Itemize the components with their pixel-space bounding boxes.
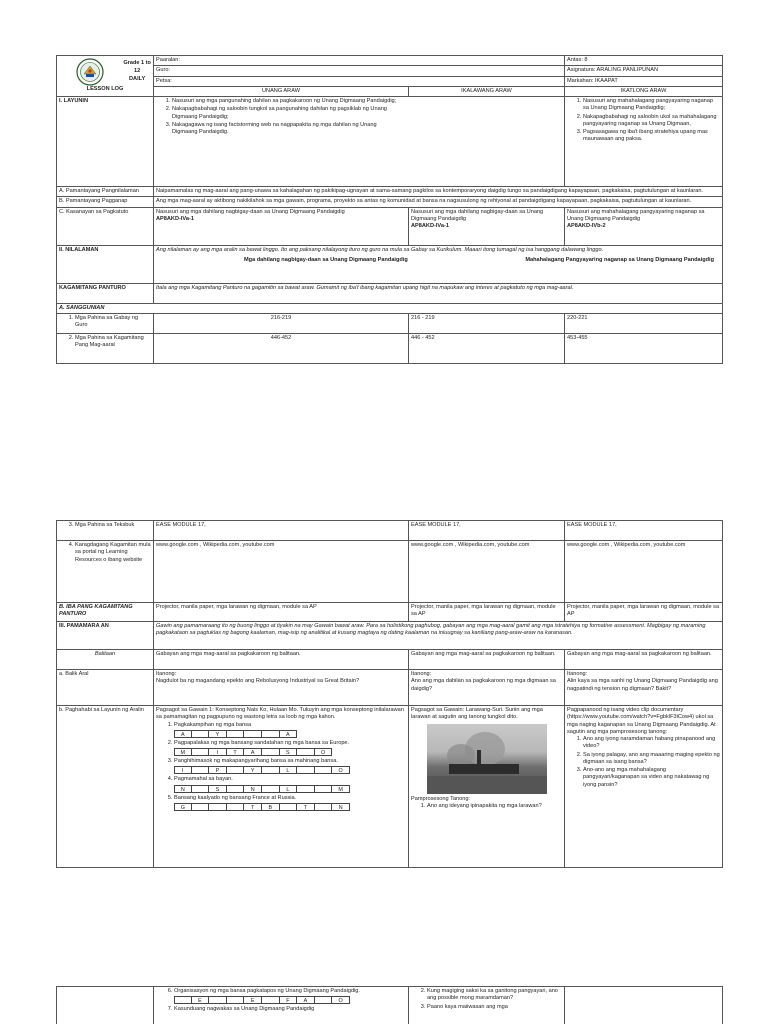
page3-day3 xyxy=(565,987,723,1024)
iba-day2: Projector, manila paper, mga larawan ng digmaan, module sa AP xyxy=(409,603,565,622)
letter-box[interactable]: T xyxy=(297,803,315,811)
pamprosesong-day3-item: 2. Sa iyong palagay, ano ang maaaring maging epekto ng digmaan sa isang bansa? xyxy=(583,752,720,767)
lr-day2: www.google.com , Wikipedia.com, youtube.com xyxy=(409,541,565,603)
pamprosesong-label: Pamprosesong Tanong: xyxy=(411,795,470,802)
page3-day2 xyxy=(409,987,565,1024)
kagamitang-day3: 453-455 xyxy=(565,333,723,363)
letter-box[interactable]: F xyxy=(280,996,298,1004)
page3-label-cell xyxy=(57,987,154,1024)
letter-box[interactable]: S xyxy=(209,785,227,793)
letter-box[interactable] xyxy=(192,803,210,811)
letter-box[interactable]: Y xyxy=(244,766,262,774)
kagamitang-mag-aaral-label: 2. Mga Pahina sa Kagamitang Pang Mag-aaral xyxy=(75,335,151,350)
concept-item xyxy=(174,740,406,756)
letter-box[interactable] xyxy=(227,766,245,774)
letter-box[interactable] xyxy=(262,785,280,793)
teksbuk-day1: EASE MODULE 17, xyxy=(154,521,409,541)
letter-box[interactable] xyxy=(244,730,262,738)
letter-box[interactable]: T xyxy=(244,803,262,811)
layunin-day1-item: 1. Nasusuri ang mga pangunahing dahilan sa pagkakaroon ng Unang Digmaang Pandaigdig; xyxy=(172,98,401,105)
grade-label-2: 12 xyxy=(134,67,141,74)
item6-letter-boxes xyxy=(174,996,406,1004)
layunin-day1-item: 3. Nakagagawa ng isang factstorming web na nagpapakita ng mga dahilan ng Unang Digmaang Pandaigdig. xyxy=(172,122,401,137)
letter-box[interactable] xyxy=(192,766,210,774)
layunin-day3-item: 2. Nakapagbabahagi ng saloobin ukol sa mahahalagang pangyayaring naganap sa Unang Digmaan, xyxy=(583,114,720,129)
page3-day1 xyxy=(154,987,409,1024)
lr-day3: www.google.com , Wikipedia.com, youtube.com xyxy=(565,541,723,603)
letter-box[interactable]: E xyxy=(244,996,262,1004)
item6-text: Organisasyon ng mga bansa pagkatapos ng Unang Digmaang Pandaigdig. xyxy=(174,988,360,994)
concept-item-text: Panghihimasok ng makapangyarihang bansa sa mahinang bansa. xyxy=(174,758,338,765)
layunin-label: I. LAYUNIN xyxy=(57,97,154,187)
balik-aral-label: a. Balik Aral xyxy=(57,670,154,706)
balik-day1-q: Itanong: xyxy=(156,671,177,677)
teksbuk-day3: EASE MODULE 17, xyxy=(565,521,723,541)
balitaan-day2: Gabayan ang mga mag-aaral sa pagkakaroon ng balitaan. xyxy=(409,650,565,670)
teksbuk-label-cell xyxy=(57,521,154,541)
letter-box[interactable]: I xyxy=(174,766,192,774)
concept-item xyxy=(174,795,406,811)
battleship-photo xyxy=(427,724,547,794)
paaralan-cell: Paaralan: xyxy=(154,56,565,66)
gabay-day2: 216 - 219 xyxy=(409,313,565,333)
concept-item-text: Pagmamahal sa bayan. xyxy=(174,776,233,783)
grade-label-4: LESSON LOG xyxy=(86,86,124,92)
letter-box[interactable]: A xyxy=(174,730,192,738)
concept-item-text: Bansang kaalyado ng bansang France at Russia. xyxy=(174,794,297,801)
letter-box[interactable]: Y xyxy=(209,730,227,738)
nilalaman-topic1: Mga dahilang nagbigay-daan sa Unang Digmaang Pandaigdig xyxy=(244,256,408,263)
letter-box[interactable]: G xyxy=(174,803,192,811)
pamprosesong-day3-item: 3. Ano-ano ang mga mahahalagang pangyayari/kaganapan sa video ang nakatawag ng iyong pansin? xyxy=(583,767,720,789)
letter-box[interactable] xyxy=(174,996,192,1004)
letter-box[interactable]: E xyxy=(192,996,210,1004)
teksbuk-day2: EASE MODULE 17, xyxy=(409,521,565,541)
concept-item-text: Pagkakampihan ng mga bansa xyxy=(174,721,252,728)
letter-box[interactable] xyxy=(315,785,333,793)
lesson-log-table-2 xyxy=(56,520,723,868)
letter-box[interactable]: L xyxy=(280,785,298,793)
nilalaman-cell xyxy=(154,245,723,283)
letter-box[interactable]: A xyxy=(244,748,262,756)
pamamaraan-label: III. PAMAMARA AN xyxy=(57,622,154,650)
header-logo-cell xyxy=(57,56,154,97)
pamamaraan-note: Gawin ang pamamaraang ito ng buong linggo at tiyakin na may Gawain bawat araw. Para sa holistikong paghubog, gabayan ang mga mag-aaral gamit ang mga istratehiya ng formative assessment. Magbigay ng maraming pagkakataon sa pagtuklas ng bagong kaalaman, mag-isip ng analitikal at kusang magtaya ng dating kaalaman na iniuugnay sa kaniliang pang-araw-araw na karanasan. xyxy=(154,622,723,650)
pamantayang-pagganap-label: B. Pamantayang Pagganap xyxy=(57,197,154,207)
letter-box[interactable]: B xyxy=(262,803,280,811)
letter-boxes xyxy=(174,785,406,793)
letter-box[interactable] xyxy=(227,785,245,793)
concept-item-text: Pagpapalakas ng mga bansang sandatahan ng mga bansa sa Europe. xyxy=(174,739,350,746)
balitaan-day1: Gabayan ang mga mag-aaral sa pagkakaroon ng balitaan. xyxy=(154,650,409,670)
kagamitang-label: KAGAMITANG PANTURO xyxy=(57,283,154,303)
balik-day2-q: Itanong: xyxy=(411,671,432,677)
grade-label-1: Grade 1 to xyxy=(123,60,151,66)
letter-box[interactable] xyxy=(315,803,333,811)
lr-day1: www.google.com , Wikipedia.com, youtube.com xyxy=(154,541,409,603)
gabay-label: 1. Mga Pahina sa Gabay ng Guro xyxy=(75,315,151,330)
letter-box[interactable] xyxy=(227,996,245,1004)
letter-box[interactable] xyxy=(192,748,210,756)
grade-label-3: DAILY xyxy=(129,75,146,82)
kagamitang-day1: 446-452 xyxy=(154,333,409,363)
letter-box[interactable] xyxy=(297,785,315,793)
balik-day2-text: Ano ang mga dahilan sa pagkakaroon ng mga digmaan sa daigdig? xyxy=(411,678,556,692)
balik-day3-q: Itanong: xyxy=(567,671,588,677)
gabay-day1: 216-219 xyxy=(154,313,409,333)
nilalaman-topic2: Mahahalagang Pangyayaring naganap sa Unang Digmaang Pandaigdig xyxy=(525,256,715,263)
page3-day2-item2: 2. Kung magiging saksi ka sa ganitong pangyayari, ano ang possible mong maramdaman? xyxy=(427,988,562,1003)
day2-header: IKALAWANG ARAW xyxy=(409,86,565,96)
day3-header: IKATLONG ARAW xyxy=(565,86,723,96)
nilalaman-label: II. NILALAMAN xyxy=(57,245,154,283)
layunin-day3-item: 3. Pagsasagawa ng iba't ibang stratehiya upang mas maunawaan ang paksa. xyxy=(583,129,720,144)
lr-label: 4. Karagdagang Kagamitan mula sa portal ng Learning Resources o ibang website xyxy=(75,542,151,564)
kasanayan-day1-code: AP8AKD-IVa-1 xyxy=(156,215,194,222)
letter-box[interactable] xyxy=(297,748,315,756)
concept-item xyxy=(174,758,406,774)
letter-box[interactable]: N xyxy=(174,785,192,793)
balik-day1-text: Nagdulot ba ng magandang epekto ang Rebolusyong Industriyal sa Great Britain? xyxy=(156,678,360,685)
letter-box[interactable] xyxy=(297,766,315,774)
balik-aral-day2 xyxy=(409,670,565,706)
kasanayan-day2 xyxy=(409,207,565,245)
kasanayan-day3-text: Nasusuri ang mahahalagang pangyayaring naganap sa Unang Digmaang Pandaigdig xyxy=(567,208,705,222)
balik-day3-text: Alin kaya sa mga sanhi ng Unang Digmaang Pandaigdig ang nagpatindi ng tension ng digmaan? Bakit? xyxy=(567,678,718,692)
lr-label-cell xyxy=(57,541,154,603)
letter-boxes xyxy=(174,748,406,756)
letter-box[interactable]: A xyxy=(280,730,298,738)
letter-box[interactable] xyxy=(280,803,298,811)
layunin-day1-item: 2. Nakapagbabahagi ng saloobin tungkol sa pangunahing dahilan ng pagsiklab ng Unang Digmaang Pandaigdig; xyxy=(172,106,401,121)
letter-box[interactable] xyxy=(262,748,280,756)
letter-box[interactable] xyxy=(315,996,333,1004)
letter-box[interactable]: A xyxy=(297,996,315,1004)
letter-box[interactable]: O xyxy=(315,748,333,756)
letter-box[interactable] xyxy=(192,730,210,738)
iba-day3: Projector, manila paper, mga larawan ng digmaan, module sa AP xyxy=(565,603,723,622)
paghahabi-day2-text: Pagsagot sa Gawain: Larawang-Suri. Suriin ang mga larawan at sagutin ang tanong tungkol dito. xyxy=(411,707,543,721)
sanggunian-label: A. SANGGUNIAN xyxy=(57,303,723,313)
concept-item xyxy=(174,722,406,738)
letter-box[interactable] xyxy=(262,996,280,1004)
pamantayang-nilalaman-label: A. Pamantayang Pangnilalaman xyxy=(57,187,154,197)
letter-box[interactable] xyxy=(227,730,245,738)
layunin-day3 xyxy=(565,97,723,187)
pamprosesong-day2-item: 1. Ano ang ideyang ipinapakita ng mga larawan? xyxy=(427,803,562,810)
letter-boxes xyxy=(174,730,406,738)
gabay-label-cell xyxy=(57,313,154,333)
letter-box[interactable]: S xyxy=(280,748,298,756)
letter-box[interactable] xyxy=(262,730,280,738)
kagamitang-mag-aaral-label-cell xyxy=(57,333,154,363)
letter-box[interactable]: I xyxy=(209,748,227,756)
lesson-log-table-3 xyxy=(56,986,723,1024)
pamprosesong-day3-item: 1. Ano ang iyong naramdaman habang pinapanood ang video? xyxy=(583,736,720,751)
letter-box[interactable] xyxy=(262,766,280,774)
page3-day2-item3: 3. Paano kaya maiiwasan ang mga xyxy=(427,1004,562,1011)
letter-box[interactable]: N xyxy=(244,785,262,793)
letter-box[interactable] xyxy=(209,803,227,811)
letter-boxes xyxy=(174,803,406,811)
concept-item xyxy=(174,776,406,792)
paghahabi-day2 xyxy=(409,706,565,868)
kagamitang-day2: 446 - 452 xyxy=(409,333,565,363)
day1-header: UNANG ARAW xyxy=(154,86,409,96)
antas-cell: Antas: 8 xyxy=(565,56,723,66)
letter-box[interactable] xyxy=(227,803,245,811)
kagamitang-note: Itala ang mga Kagamitang Panturo na gagamitin sa bawat araw. Gumamit ng iba't ibang kagamitan upang higit na mapukaw ang interes at pagkatuto ng mga mag-aaral. xyxy=(154,283,723,303)
kasanayan-day1-text: Nasusuri ang mga dahilang nagbigay-daan sa Unang Digmaang Pandaigdig xyxy=(156,208,345,215)
balik-aral-day1 xyxy=(154,670,409,706)
pamantayang-nilalaman-text: Naipamamalas ng mag-aaral ang pang-unawa sa kahalagahan ng pakikipag-ugnayan at sama-samang pagkilos sa kontemporaryong daigdig tungo sa pandaigdigang kapayapaan, pagkakaisa, pagtutulungan at kaunlaran. xyxy=(154,187,723,197)
kasanayan-day1 xyxy=(154,207,409,245)
kasanayan-day2-text: Nasusuri ang mga dahilang nagbigay-daan sa Unang Digmaang Pandaigdig xyxy=(411,208,544,222)
asignatura-cell: Asignatura: ARALING PANLIPUNAN xyxy=(565,66,723,76)
iba-day1: Projector, manila paper, mga larawan ng digmaan, module sa AP xyxy=(154,603,409,622)
paghahabi-day3 xyxy=(565,706,723,868)
paghahabi-day1 xyxy=(154,706,409,868)
letter-box[interactable] xyxy=(315,766,333,774)
layunin-day1 xyxy=(154,97,565,187)
letter-boxes xyxy=(174,766,406,774)
letter-box[interactable]: P xyxy=(209,766,227,774)
letter-box[interactable]: N xyxy=(332,803,350,811)
gabay-day3: 220-221 xyxy=(565,313,723,333)
paghahabi-day1-intro: Pagsagot sa Gawain 1: Konseptong Nais Ko, Hulaan Mo. Tukuyin ang mga konseptong inilalarawan sa pamamagitan ng pagpupuno ng wastong letra sa loob ng mga kahon. xyxy=(156,707,404,721)
petsa-cell: Petsa: xyxy=(154,76,565,86)
teksbuk-label: 3. Mga Pahina sa Teksbuk xyxy=(75,522,151,529)
lesson-log-table-1 xyxy=(56,55,723,364)
guro-cell: Guro: xyxy=(154,66,565,76)
letter-box[interactable]: O xyxy=(332,766,350,774)
iba-label: B. IBA PANG KAGAMITANG PANTURO xyxy=(57,603,154,622)
kasanayan-day2-code: AP8AKD-IVa-1 xyxy=(411,223,449,230)
letter-box[interactable]: L xyxy=(280,766,298,774)
balitaan-label: Balitaan xyxy=(57,650,154,670)
kasanayan-label: C. Kasanayan sa Pagkatuto xyxy=(57,207,154,245)
paghahabi-day3-text: Pagpapanood ng isang video clip documentary (https://www.youtube.com/watch?v=FgbklF3iCow4) ukol sa mga naging kaganapan sa Unang Digmaang Pandaigdig. At sagutin ang mga pamprosesong tanong: xyxy=(567,707,716,735)
layunin-day3-item: 1. Nasusuri ang mahahalagang pangyayaring naganap sa Unang Digmaang Pandaigdig; xyxy=(583,98,720,113)
letter-box[interactable]: M xyxy=(332,785,350,793)
pamantayang-pagganap-text: Ang mga mag-aaral ay aktibong nakikilahok sa mga gawain, programa, proyekto sa antas ng komunidad at bansa na nagsusulong ng rehiyonal at pandaigdigang kapayapaan, pagkakaisa, pagtutulungan at kaunlaran. xyxy=(154,197,723,207)
balik-aral-day3 xyxy=(565,670,723,706)
kasanayan-day3 xyxy=(565,207,723,245)
markahan-cell: Markahan: IKAAPAT xyxy=(565,76,723,86)
letter-box[interactable]: O xyxy=(332,996,350,1004)
nilalaman-note: Ang nilalaman ay ang mga aralin sa bawat linggo. Ito ang paksang nilalayong ituro ng guro na mula sa Gabay sa Kurikulum. Maaari itong tumagal ng isa hanggang dalawang linggo. xyxy=(156,246,604,253)
letter-box[interactable] xyxy=(209,996,227,1004)
item6 xyxy=(174,988,406,1004)
balitaan-day3: Gabayan ang mga mag-aaral sa pagkakaroon ng balitaan. xyxy=(565,650,723,670)
letter-box[interactable] xyxy=(192,785,210,793)
item7-text: 7. Kasunduang nagwakas sa Unang Digmaang Pandaigdig xyxy=(174,1006,406,1013)
paghahabi-label: b. Paghahabi sa Layunin ng Aralin xyxy=(57,706,154,868)
letter-box[interactable]: T xyxy=(227,748,245,756)
deped-seal-icon xyxy=(76,58,104,86)
letter-box[interactable]: M xyxy=(174,748,192,756)
kasanayan-day3-code: AP8AKD-IVb-2 xyxy=(567,223,606,230)
